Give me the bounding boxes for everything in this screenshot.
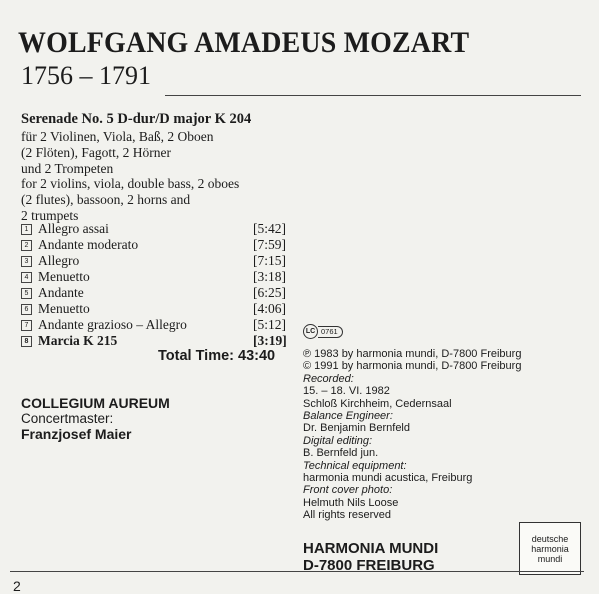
credit-line: Dr. Benjamin Bernfeld xyxy=(303,422,410,435)
track-title: Menuetto xyxy=(38,301,90,316)
track-number-box: 8 xyxy=(21,336,32,347)
instrumentation-description xyxy=(21,129,301,224)
credit-line: B. Bernfeld jun. xyxy=(303,447,379,460)
credit-heading: Technical equipment: xyxy=(303,459,407,472)
credit-line: © 1991 by harmonia mundi, D-7800 Freiburg xyxy=(303,360,522,373)
credit-heading: Front cover photo: xyxy=(303,484,393,497)
credit-line: harmonia mundi acustica, Freiburg xyxy=(303,472,473,485)
publisher-city: D-7800 FREIBURG xyxy=(303,557,435,574)
track-title: Marcia K 215 xyxy=(38,333,118,348)
track-row xyxy=(21,237,293,253)
credit-heading: Balance Engineer: xyxy=(303,410,393,423)
label-code-number: 0761 xyxy=(318,326,343,338)
track-row xyxy=(21,269,293,285)
track-row xyxy=(21,253,293,269)
track-duration: [4:06] xyxy=(253,301,286,316)
track-title: Allegro assai xyxy=(38,221,109,236)
composer-name: WOLFGANG AMADEUS MOZART xyxy=(18,26,470,59)
page-number: 2 xyxy=(13,578,21,594)
ensemble-name: COLLEGIUM AUREUM xyxy=(21,395,170,411)
description-line: 2 trumpets xyxy=(21,207,79,223)
footer-divider xyxy=(10,571,584,572)
track-number-box: 4 xyxy=(21,272,32,283)
credit-line: Helmuth Nils Loose xyxy=(303,496,399,509)
track-number-box: 3 xyxy=(21,256,32,267)
description-line: for 2 violins, viola, double bass, 2 oboes xyxy=(21,176,240,192)
track-duration: [3:18] xyxy=(253,269,286,284)
label-code-prefix: LC xyxy=(303,324,318,339)
track-title: Allegro xyxy=(38,253,80,268)
track-duration: [6:25] xyxy=(253,285,286,300)
credit-line: 15. – 18. VI. 1982 xyxy=(303,385,390,398)
track-number-box: 1 xyxy=(21,224,32,235)
credit-line: ℗ 1983 by harmonia mundi, D-7800 Freiburg xyxy=(303,348,522,360)
track-duration: [5:42] xyxy=(253,221,286,236)
ensemble-role: Concertmaster: xyxy=(21,411,114,426)
track-duration: [7:15] xyxy=(253,253,286,268)
track-title: Andante moderato xyxy=(38,237,139,252)
track-duration: [3:19] xyxy=(253,333,287,348)
logo-line: harmonia xyxy=(531,543,569,554)
track-row xyxy=(21,301,293,317)
track-list xyxy=(21,221,293,349)
credit-heading: Recorded: xyxy=(303,372,354,385)
track-duration: [7:59] xyxy=(253,237,286,252)
track-title: Andante grazioso – Allegro xyxy=(38,317,187,332)
track-title: Andante xyxy=(38,285,84,300)
track-row xyxy=(21,333,293,349)
track-title: Menuetto xyxy=(38,269,90,284)
track-duration: [5:12] xyxy=(253,317,286,332)
publisher-name: HARMONIA MUNDI xyxy=(303,540,439,557)
description-line: (2 flutes), bassoon, 2 horns and xyxy=(21,192,191,208)
header-divider xyxy=(165,95,581,96)
credit-line: Schloß Kirchheim, Cedernsaal xyxy=(303,397,452,410)
track-number-box: 6 xyxy=(21,304,32,315)
track-number-box: 2 xyxy=(21,240,32,251)
credit-line: All rights reserved xyxy=(303,509,392,522)
work-title: Serenade No. 5 D-dur/D major K 204 xyxy=(21,111,252,127)
description-line: (2 Flöten), Fagott, 2 Hörner xyxy=(21,144,171,160)
track-number-box: 7 xyxy=(21,320,32,331)
logo-line: deutsche xyxy=(531,533,569,544)
concertmaster-name: Franzjosef Maier xyxy=(21,426,132,442)
description-line: für 2 Violinen, Viola, Baß, 2 Oboen xyxy=(21,129,214,144)
deutsche-harmonia-mundi-logo xyxy=(519,522,581,575)
production-credits xyxy=(303,348,573,522)
credit-heading: Digital editing: xyxy=(303,434,373,447)
description-line: und 2 Trompeten xyxy=(21,160,114,176)
track-row xyxy=(21,221,293,237)
total-time: Total Time: 43:40 xyxy=(158,348,276,364)
composer-dates: 1756 – 1791 xyxy=(21,61,151,90)
track-row xyxy=(21,317,293,333)
track-number-box: 5 xyxy=(21,288,32,299)
logo-line: mundi xyxy=(537,553,563,564)
track-row xyxy=(21,285,293,301)
label-code-logo xyxy=(303,325,343,338)
